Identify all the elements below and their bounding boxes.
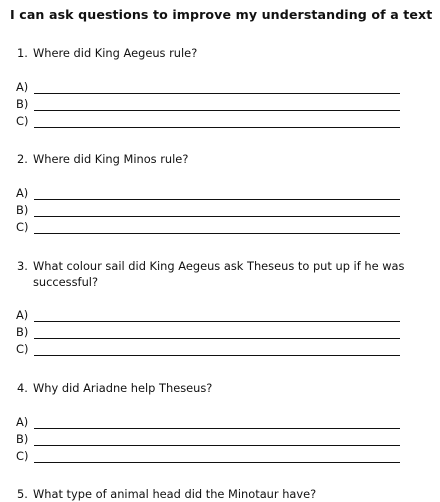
answer-label: A)	[16, 186, 29, 200]
answer-line-c[interactable]	[16, 221, 400, 235]
answer-label: B)	[16, 97, 29, 111]
answer-label: A)	[16, 80, 29, 94]
question-number: 1.	[17, 46, 28, 60]
answer-line-b[interactable]	[16, 326, 400, 340]
answer-line-c[interactable]	[16, 115, 400, 129]
question-number: 5.	[17, 487, 28, 501]
answer-line-b[interactable]	[16, 433, 400, 447]
answer-label: C)	[16, 449, 29, 463]
question-number: 3.	[17, 259, 28, 273]
answer-line-a[interactable]	[16, 416, 400, 430]
answer-label: C)	[16, 114, 29, 128]
question-text: Where did King Aegeus rule?	[33, 46, 198, 60]
answer-line-c[interactable]	[16, 343, 400, 357]
answer-line-b[interactable]	[16, 204, 400, 218]
question-text: Where did King Minos rule?	[33, 152, 189, 166]
answer-rule	[34, 428, 400, 429]
answer-line-a[interactable]	[16, 187, 400, 201]
answer-rule	[34, 355, 400, 356]
answer-line-a[interactable]	[16, 309, 400, 323]
answer-label: A)	[16, 415, 29, 429]
answer-rule	[34, 445, 400, 446]
question-number: 2.	[17, 152, 28, 166]
question-text: What type of animal head did the Minotaur have?	[33, 487, 317, 501]
answer-line-b[interactable]	[16, 98, 400, 112]
answer-label: B)	[16, 325, 29, 339]
answer-label: C)	[16, 342, 29, 356]
answer-rule	[34, 233, 400, 234]
answer-rule	[34, 199, 400, 200]
answer-label: C)	[16, 220, 29, 234]
answer-rule	[34, 127, 400, 128]
answer-rule	[34, 93, 400, 94]
answer-rule	[34, 110, 400, 111]
answer-label: B)	[16, 203, 29, 217]
question-text: What colour sail did King Aegeus ask Theseus to put up if he was successful?	[33, 259, 405, 289]
question-text: Why did Ariadne help Theseus?	[33, 381, 213, 395]
answer-line-a[interactable]	[16, 81, 400, 95]
answer-rule	[34, 338, 400, 339]
answer-rule	[34, 321, 400, 322]
answer-rule	[34, 462, 400, 463]
answer-line-c[interactable]	[16, 450, 400, 464]
worksheet-title: I can ask questions to improve my understanding of a text	[10, 7, 433, 22]
answer-label: B)	[16, 432, 29, 446]
answer-label: A)	[16, 308, 29, 322]
question-number: 4.	[17, 381, 28, 395]
answer-rule	[34, 216, 400, 217]
